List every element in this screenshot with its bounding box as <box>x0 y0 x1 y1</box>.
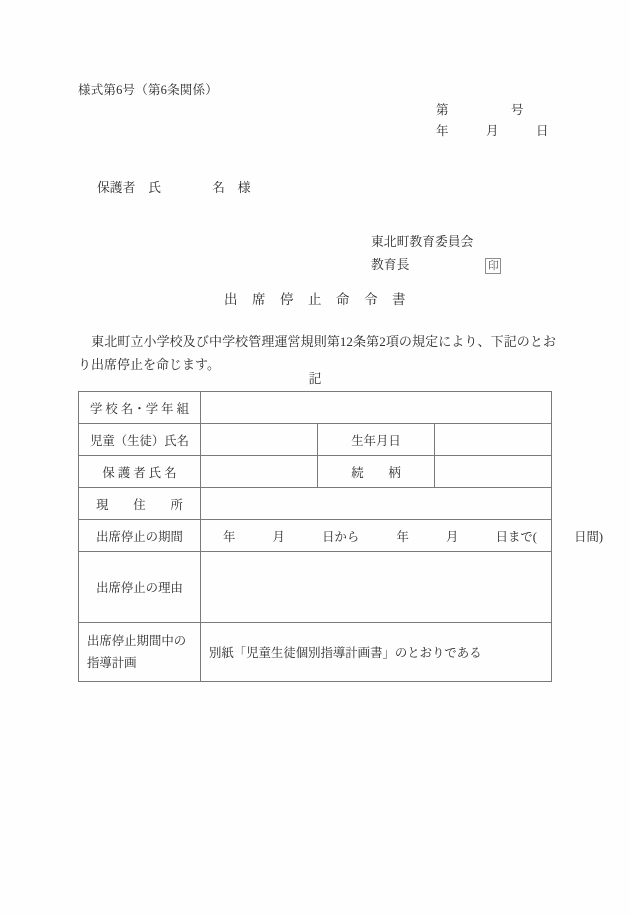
table-row <box>79 520 552 552</box>
period-template-text: 年 月 日から 年 月 日まで( 日間) <box>223 529 603 544</box>
document-date-line: 年 月 日 <box>436 124 549 138</box>
document-meta-block <box>436 100 549 142</box>
issuer-block <box>371 231 501 277</box>
row-label-guardian-name: 保 護 者 氏 名 <box>79 456 201 488</box>
suspension-form-table <box>78 391 603 682</box>
row-label-birthdate: 生年月日 <box>318 424 435 456</box>
row-label-relationship: 続 柄 <box>318 456 435 488</box>
table-row <box>79 552 552 623</box>
row-value-guardian-name[interactable] <box>201 456 318 488</box>
guidance-plan-text: 別紙「児童生徒個別指導計画書」のとおりである <box>209 646 482 660</box>
form-number: 様式第6号（第6条関係） <box>78 83 218 97</box>
row-label-period: 出席停止の期間 <box>79 520 201 552</box>
table-row <box>79 488 552 520</box>
body-paragraph: 東北町立小学校及び中学校管理運営規則第12条第2項の規定により、下記のとおり出席停止を命じます。 <box>78 334 556 372</box>
issuer-title: 教育長 <box>371 258 410 272</box>
row-value-school[interactable] <box>201 392 552 424</box>
seal-stamp-icon: 印 <box>485 258 501 274</box>
row-label-school: 学 校 名・学 年 組 <box>79 392 201 424</box>
row-value-period[interactable] <box>201 520 603 552</box>
table-row <box>79 623 552 682</box>
document-number-line: 第 号 <box>436 103 524 117</box>
issuer-organization-row <box>371 231 501 254</box>
row-value-guidance-plan[interactable] <box>201 623 552 682</box>
page-title: 出 席 停 止 命 令 書 <box>224 292 406 307</box>
issuer-title-row <box>371 254 501 277</box>
row-value-address[interactable] <box>201 488 552 520</box>
row-value-reason[interactable] <box>201 552 552 623</box>
table-row <box>79 392 552 424</box>
row-value-birthdate[interactable] <box>435 424 552 456</box>
addressee-line: 保護者 氏 名 様 <box>97 181 251 195</box>
row-value-student-name[interactable] <box>201 424 318 456</box>
row-label-reason: 出席停止の理由 <box>79 552 201 623</box>
issuer-organization: 東北町教育委員会 <box>371 235 474 249</box>
row-label-address: 現 住 所 <box>79 488 201 520</box>
table-row <box>79 456 552 488</box>
table-row <box>79 424 552 456</box>
row-value-relationship[interactable] <box>435 456 552 488</box>
ki-marker: 記 <box>308 372 322 386</box>
row-label-guidance-plan: 出席停止期間中の 指導計画 <box>79 623 201 682</box>
row-label-student-name: 児童（生徒）氏名 <box>79 424 201 456</box>
